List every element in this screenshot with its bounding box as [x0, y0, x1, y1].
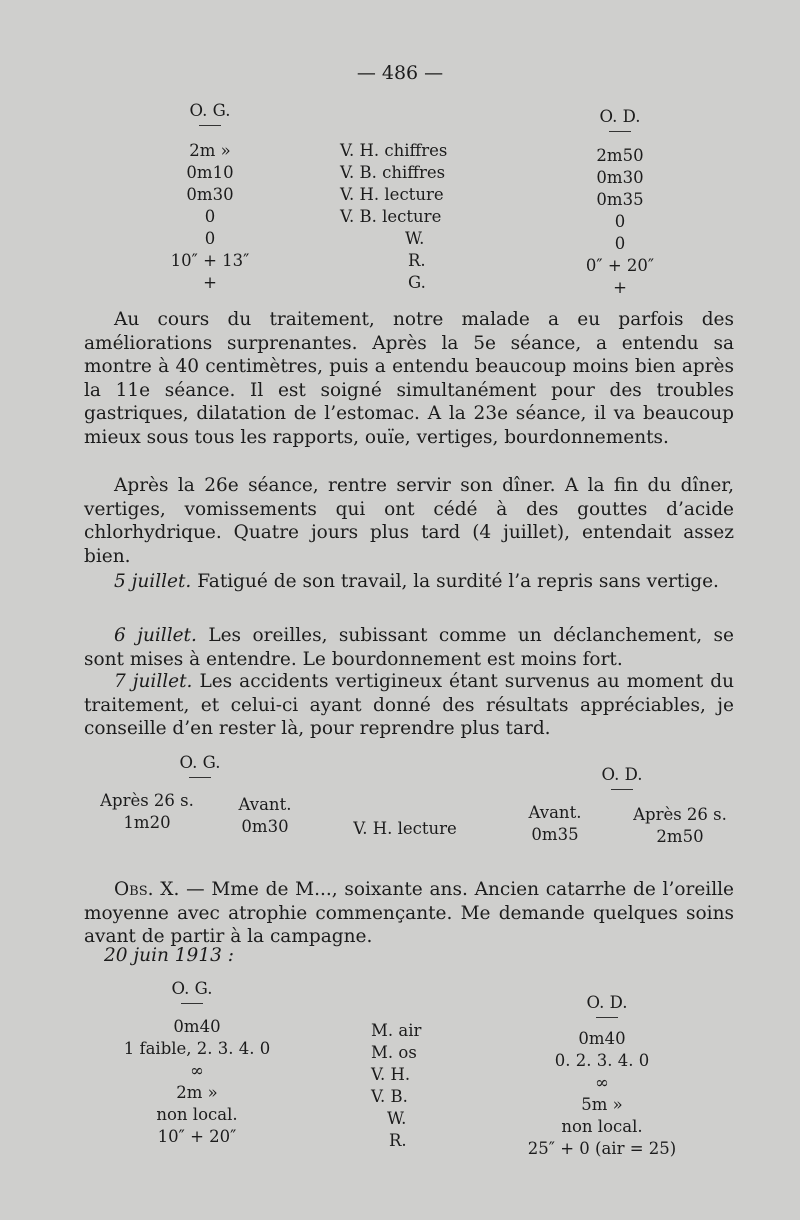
table2-col-avant-right: [505, 802, 605, 846]
table1-right-value: 0″ + 20″: [585, 256, 655, 275]
header-rule: [596, 1017, 618, 1018]
table2-col-value: 0m30: [241, 817, 289, 836]
table1-left-value: 0m30: [186, 185, 234, 204]
table1-left-value: 2m »: [189, 141, 231, 160]
observation-text: — Mme de M..., soixante ans. Ancien catarrhe de l’oreille moyenne avec atrophie commençante. Me demande quelques soins avant de partir à la campagne.: [84, 879, 734, 947]
date-7-juillet: 7 juillet.: [114, 671, 193, 692]
paragraph-5-juillet: [84, 570, 734, 594]
table3-right-value: non local.: [561, 1117, 643, 1136]
paragraph-traitement: Au cours du traitement, notre malade a eu parfois des améliorations surprenantes. Après la 5e séance, a entendu sa montre à 40 centimètres, puis a entendu beaucoup moins bien après la 11e séance. Il est soigné simultanément pour des troubles gastriques, dilatation de l’estomac. A la 23e séance, il va beaucoup mieux sous tous les rapports, ouïe, vertiges, bourdonnements.: [84, 309, 734, 448]
paragraph-26e-seance: Après la 26e séance, rentre servir son dîner. A la fin du dîner, vertiges, vomissements qui ont cédé à des gouttes d’acide chlorhydrique. Quatre jours plus tard (4 juillet), entendait assez bien.: [84, 475, 734, 567]
observation-label: Obs. X.: [114, 879, 180, 900]
header-rule: [611, 789, 633, 790]
table2-col-apres-left: [82, 790, 212, 834]
table2-right-header: [582, 764, 662, 792]
table1-test-label: G.: [408, 273, 426, 292]
table2-left-header-label: O. G.: [179, 753, 221, 772]
table3-right-header: [567, 992, 647, 1020]
table1-right-value: 0m35: [596, 190, 644, 209]
table3-test-label: M. os: [371, 1043, 417, 1062]
table3-right-value: 5m »: [581, 1095, 623, 1114]
table3-test-label: V. H.: [371, 1065, 411, 1084]
table2-col-label: Avant.: [528, 803, 582, 822]
table2-col-label: Après 26 s.: [100, 791, 194, 810]
paragraph-6-juillet-text: Les oreilles, subissant comme un déclanchement, se sont mises à entendre. Le bourdonnement est moins fort.: [84, 625, 734, 670]
table1-right-value: 0m30: [596, 168, 644, 187]
table1-right-value: 0: [614, 234, 626, 253]
table1-test-label: V. B. lecture: [340, 207, 442, 226]
table3-left-value: non local.: [156, 1105, 238, 1124]
table3-right-value: 25″ + 0 (air = 25): [527, 1139, 677, 1158]
table3-middle-column: [345, 1020, 445, 1152]
table3-test-label: V. B.: [371, 1087, 408, 1106]
table1-right-header: [580, 106, 660, 134]
table3-right-header-label: O. D.: [586, 993, 628, 1012]
table2-col-label: Avant.: [238, 795, 292, 814]
table3-left-value: 10″ + 20″: [157, 1127, 237, 1146]
table1-right-column: [560, 145, 680, 299]
table1-right-value: 0: [614, 212, 626, 231]
table1-right-header-label: O. D.: [599, 107, 641, 126]
table1-left-value: 0: [204, 229, 216, 248]
table2-col-value: 1m20: [123, 813, 171, 832]
table3-test-label: W.: [387, 1109, 407, 1128]
table1-right-value: +: [613, 278, 627, 297]
table1-test-label: V. H. lecture: [340, 185, 444, 204]
table2-col-apres-right: [615, 804, 745, 848]
table1-middle-column: [340, 140, 490, 294]
header-rule: [189, 777, 211, 778]
paragraph-7-juillet-text: Les accidents vertigineux étant survenus au moment du traitement, et celui-ci ayant donné des résultats appréciables, je conseille d’en rester là, pour reprendre plus tard.: [84, 671, 734, 739]
table1-left-header: [170, 100, 250, 128]
table3-left-value: 1 faible, 2. 3. 4. 0: [123, 1039, 271, 1058]
table2-col-value: 0m35: [531, 825, 579, 844]
table3-test-label: M. air: [371, 1021, 422, 1040]
header-rule: [181, 1003, 203, 1004]
paragraph-5-juillet-text: Fatigué de son travail, la surdité l’a repris sans vertige.: [197, 571, 719, 592]
table3-right-column: [497, 1028, 707, 1160]
table1-test-label: W.: [405, 229, 425, 248]
table1-left-column: [150, 140, 270, 294]
table3-left-header-label: O. G.: [171, 979, 213, 998]
table1-test-label: R.: [408, 251, 426, 270]
observation-x: [84, 878, 734, 949]
paragraph-6-juillet: [84, 624, 734, 671]
page-number: — 486 —: [356, 62, 444, 84]
header-rule: [609, 131, 631, 132]
table3-right-value: 0. 2. 3. 4. 0: [554, 1051, 650, 1070]
header-rule: [199, 125, 221, 126]
table3-left-value: ∞: [190, 1061, 204, 1080]
table3-left-header: [152, 978, 232, 1006]
table1-test-label: V. H. chiffres: [340, 141, 448, 160]
table2-col-avant-left: [220, 794, 310, 838]
table1-right-value: 2m50: [596, 146, 644, 165]
table1-left-value: +: [203, 273, 217, 292]
table2-col-value: 2m50: [656, 827, 704, 846]
observation-date: 20 juin 1913 :: [104, 945, 234, 966]
table2-middle-label: V. H. lecture: [353, 819, 457, 838]
table1-left-value: 0m10: [186, 163, 234, 182]
table1-left-header-label: O. G.: [189, 101, 231, 120]
date-6-juillet: 6 juillet.: [114, 625, 197, 646]
table3-test-label: R.: [389, 1131, 407, 1150]
table3-left-column: [97, 1016, 297, 1148]
table1-left-value: 10″ + 13″: [170, 251, 250, 270]
table3-right-value: ∞: [595, 1073, 609, 1092]
table3-right-value: 0m40: [578, 1029, 626, 1048]
table3-left-value: 2m »: [176, 1083, 218, 1102]
table1-test-label: V. B. chiffres: [340, 163, 446, 182]
table2-right-header-label: O. D.: [601, 765, 643, 784]
table3-left-value: 0m40: [173, 1017, 221, 1036]
date-5-juillet: 5 juillet.: [114, 571, 192, 592]
table1-left-value: 0: [204, 207, 216, 226]
table2-left-header: [160, 752, 240, 780]
table2-col-label: Après 26 s.: [633, 805, 727, 824]
paragraph-7-juillet: [84, 670, 734, 741]
